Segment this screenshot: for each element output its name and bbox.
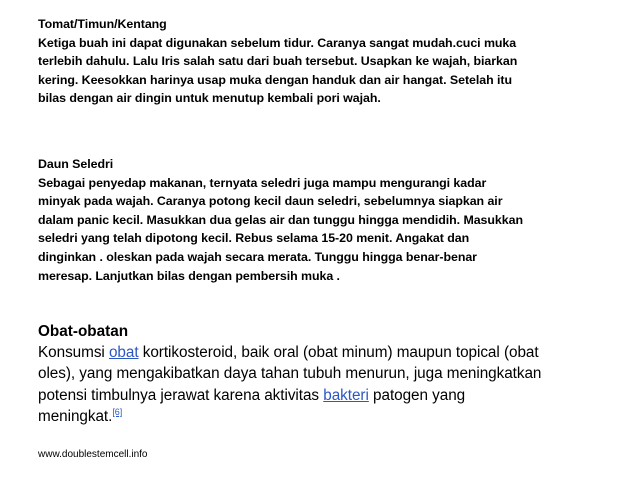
section2-line-1: Sebagai penyedap makanan, ternyata seledri juga mampu mengurangi kadar <box>38 175 487 190</box>
section3-heading: Obat-obatan <box>38 323 129 340</box>
reference-6-link[interactable]: [6] <box>112 406 123 417</box>
section2-title: Daun Seledri <box>38 157 114 171</box>
bakteri-link[interactable]: bakteri <box>323 386 369 404</box>
footer-website: www.doublestemcell.info <box>38 449 148 460</box>
section2-line-3: dalam panic kecil. Masukkan dua gelas air dan tunggu hingga mendidih. Masukkan <box>38 212 523 227</box>
section3-line-2: oles), yang mengakibatkan daya tahan tubuh menurun, juga meningkatkan <box>38 365 542 383</box>
section2-line-2: minyak pada wajah. Caranya potong kecil daun seledri, sebelumnya siapkan air <box>38 194 503 209</box>
section3-line-3 <box>38 385 608 406</box>
section3-body <box>38 342 608 427</box>
section1-title: Tomat/Timun/Kentang <box>38 17 167 31</box>
section3-line-1-post: kortikosteroid, baik oral (obat minum) maupun topical (obat <box>138 344 539 361</box>
obat-link[interactable]: obat <box>108 344 139 361</box>
section3-line-1 <box>38 342 608 363</box>
section3-line-4 <box>38 406 608 427</box>
section2-line-4: seledri yang telah dipotong kecil. Rebus selama 15-20 menit. Angakat dan <box>38 231 470 246</box>
section-obat-obatan <box>38 321 608 427</box>
section3-line-3-post: patogen yang <box>368 386 466 404</box>
section1-line-1: Ketiga buah ini dapat digunakan sebelum tidur. Caranya sangat mudah.cuci muka <box>38 35 517 50</box>
section-daun-seledri <box>38 155 600 285</box>
section1-line-4: bilas dengan air dingin untuk menutup kembali pori wajah. <box>38 91 381 106</box>
section3-line-1-pre: Konsumsi <box>38 344 109 361</box>
section-tomat-timun-kentang <box>38 15 600 108</box>
section3-line-4-text: meningkat. <box>38 407 113 425</box>
section2-line-6: meresap. Lanjutkan bilas dengan pembersih muka . <box>38 268 340 283</box>
section3-line-3-pre: potensi timbulnya jerawat karena aktivitas <box>38 386 324 404</box>
section1-line-2: terlebih dahulu. Lalu Iris salah satu dari buah tersebut. Usapkan ke wajah, biarkan <box>38 54 518 69</box>
section2-line-5: dinginkan . oleskan pada wajah secara merata. Tunggu hingga benar-benar <box>38 249 477 264</box>
section1-line-3: kering. Keesokkan harinya usap muka dengan handuk dan air hangat. Setelah itu <box>38 72 513 87</box>
